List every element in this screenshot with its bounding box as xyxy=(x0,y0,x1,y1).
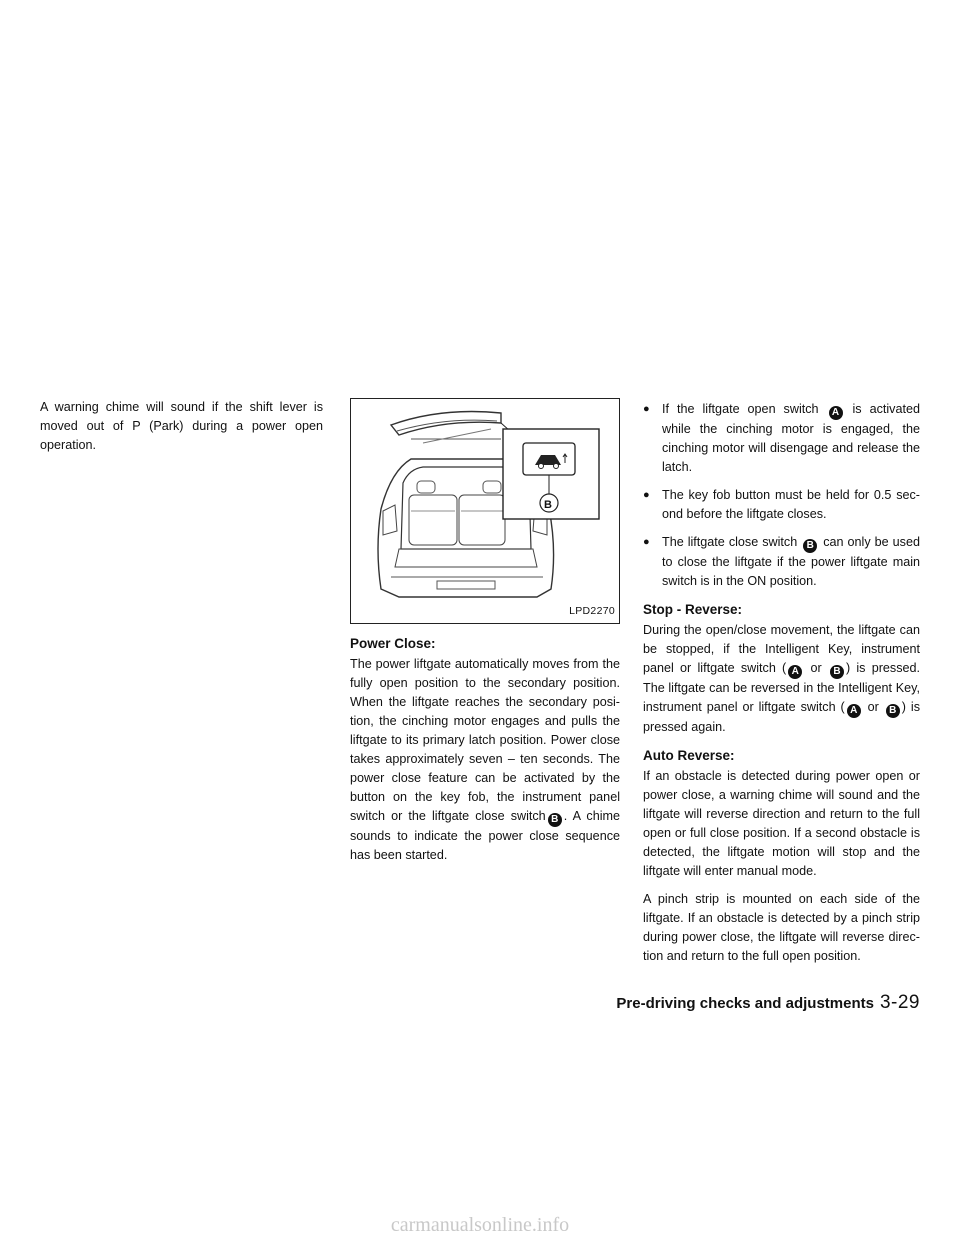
column-right xyxy=(643,400,920,975)
warning-chime-paragraph: A warning chime will sound if the shift lever is moved out of P (Park) during a power open operation. xyxy=(40,400,323,452)
switch-b-icon: B xyxy=(548,813,562,827)
or-text: or xyxy=(862,700,884,714)
page-number: 3-29 xyxy=(879,992,920,1013)
stop-reverse-paragraph xyxy=(643,621,920,737)
power-close-paragraph xyxy=(350,655,620,865)
liftgate-illustration xyxy=(351,399,619,623)
figure-code: LPD2270 xyxy=(569,605,615,617)
section-title: Pre-driving checks and adjustments xyxy=(616,995,874,1012)
list-item xyxy=(643,486,920,524)
bullet-list xyxy=(643,400,920,591)
list-item xyxy=(643,400,920,477)
auto-reverse-heading: Auto Reverse: xyxy=(643,748,735,763)
stop-reverse-text: ) is pressed. The liftgate can be reversed in the Intelligent Key, instrument panel or liftgate switch ( xyxy=(643,661,921,714)
switch-b-icon: B xyxy=(830,665,844,679)
bullet-text: is activated while the cinching motor is engaged, the cinching motor will disengage and release the latch. xyxy=(662,402,920,474)
column-middle xyxy=(350,398,620,874)
liftgate-figure xyxy=(350,398,620,624)
power-close-heading: Power Close: xyxy=(350,636,436,651)
bullet-text: The key fob button must be held for 0.5 sec- ond before the liftgate closes. xyxy=(662,488,920,521)
callout-b-label: B xyxy=(544,499,552,511)
switch-b-icon: B xyxy=(886,704,900,718)
page-footer xyxy=(616,992,920,1014)
stop-reverse-text: During the open/close movement, the liftgate can be stopped, if the Intelligent Key, instrument panel or liftgate switch ( xyxy=(643,623,920,675)
power-close-text-end: . A chime sounds to indicate the power close sequence has been started. xyxy=(350,809,620,862)
bullet-text: The liftgate close switch xyxy=(662,535,802,549)
power-close-text: The power liftgate automatically moves from the fully open position to the secondary position. When the liftgate reaches the secondary posi- tion, the cinching motor engages and pulls the liftgate to its primary latch position. Power close takes approximately seven – ten seconds. The power close feature can be activated by the button on the key fob, the instrument panel switch or the liftgate close switch xyxy=(350,657,620,823)
list-item xyxy=(643,533,920,591)
column-left xyxy=(40,398,323,464)
switch-a-icon: A xyxy=(788,665,802,679)
switch-a-icon: A xyxy=(829,406,843,420)
stop-reverse-heading: Stop - Reverse: xyxy=(643,602,743,617)
auto-reverse-paragraph-2: A pinch strip is mounted on each side of the liftgate. If an obstacle is detected by a pinch strip during power close, the liftgate will reverse direc- tion and return to the full open position. xyxy=(643,892,920,963)
stop-reverse-text: ) is pressed again. xyxy=(643,700,920,734)
or-text: or xyxy=(804,661,828,675)
bullet-text: can only be used to close the liftgate if the power liftgate main switch is in the ON position. xyxy=(662,535,920,588)
switch-b-icon: B xyxy=(803,539,817,553)
switch-a-icon: A xyxy=(847,704,861,718)
bullet-text: If the liftgate open switch xyxy=(662,402,827,416)
auto-reverse-paragraph-1: If an obstacle is detected during power open or power close, a warning chime will sound and the liftgate will reverse direction and return to the full open or full close position. If a second obstacle is detected, the liftgate motion will stop and the liftgate will enter manual mode. xyxy=(643,769,920,878)
watermark: carmanualsonline.info xyxy=(390,1214,570,1236)
